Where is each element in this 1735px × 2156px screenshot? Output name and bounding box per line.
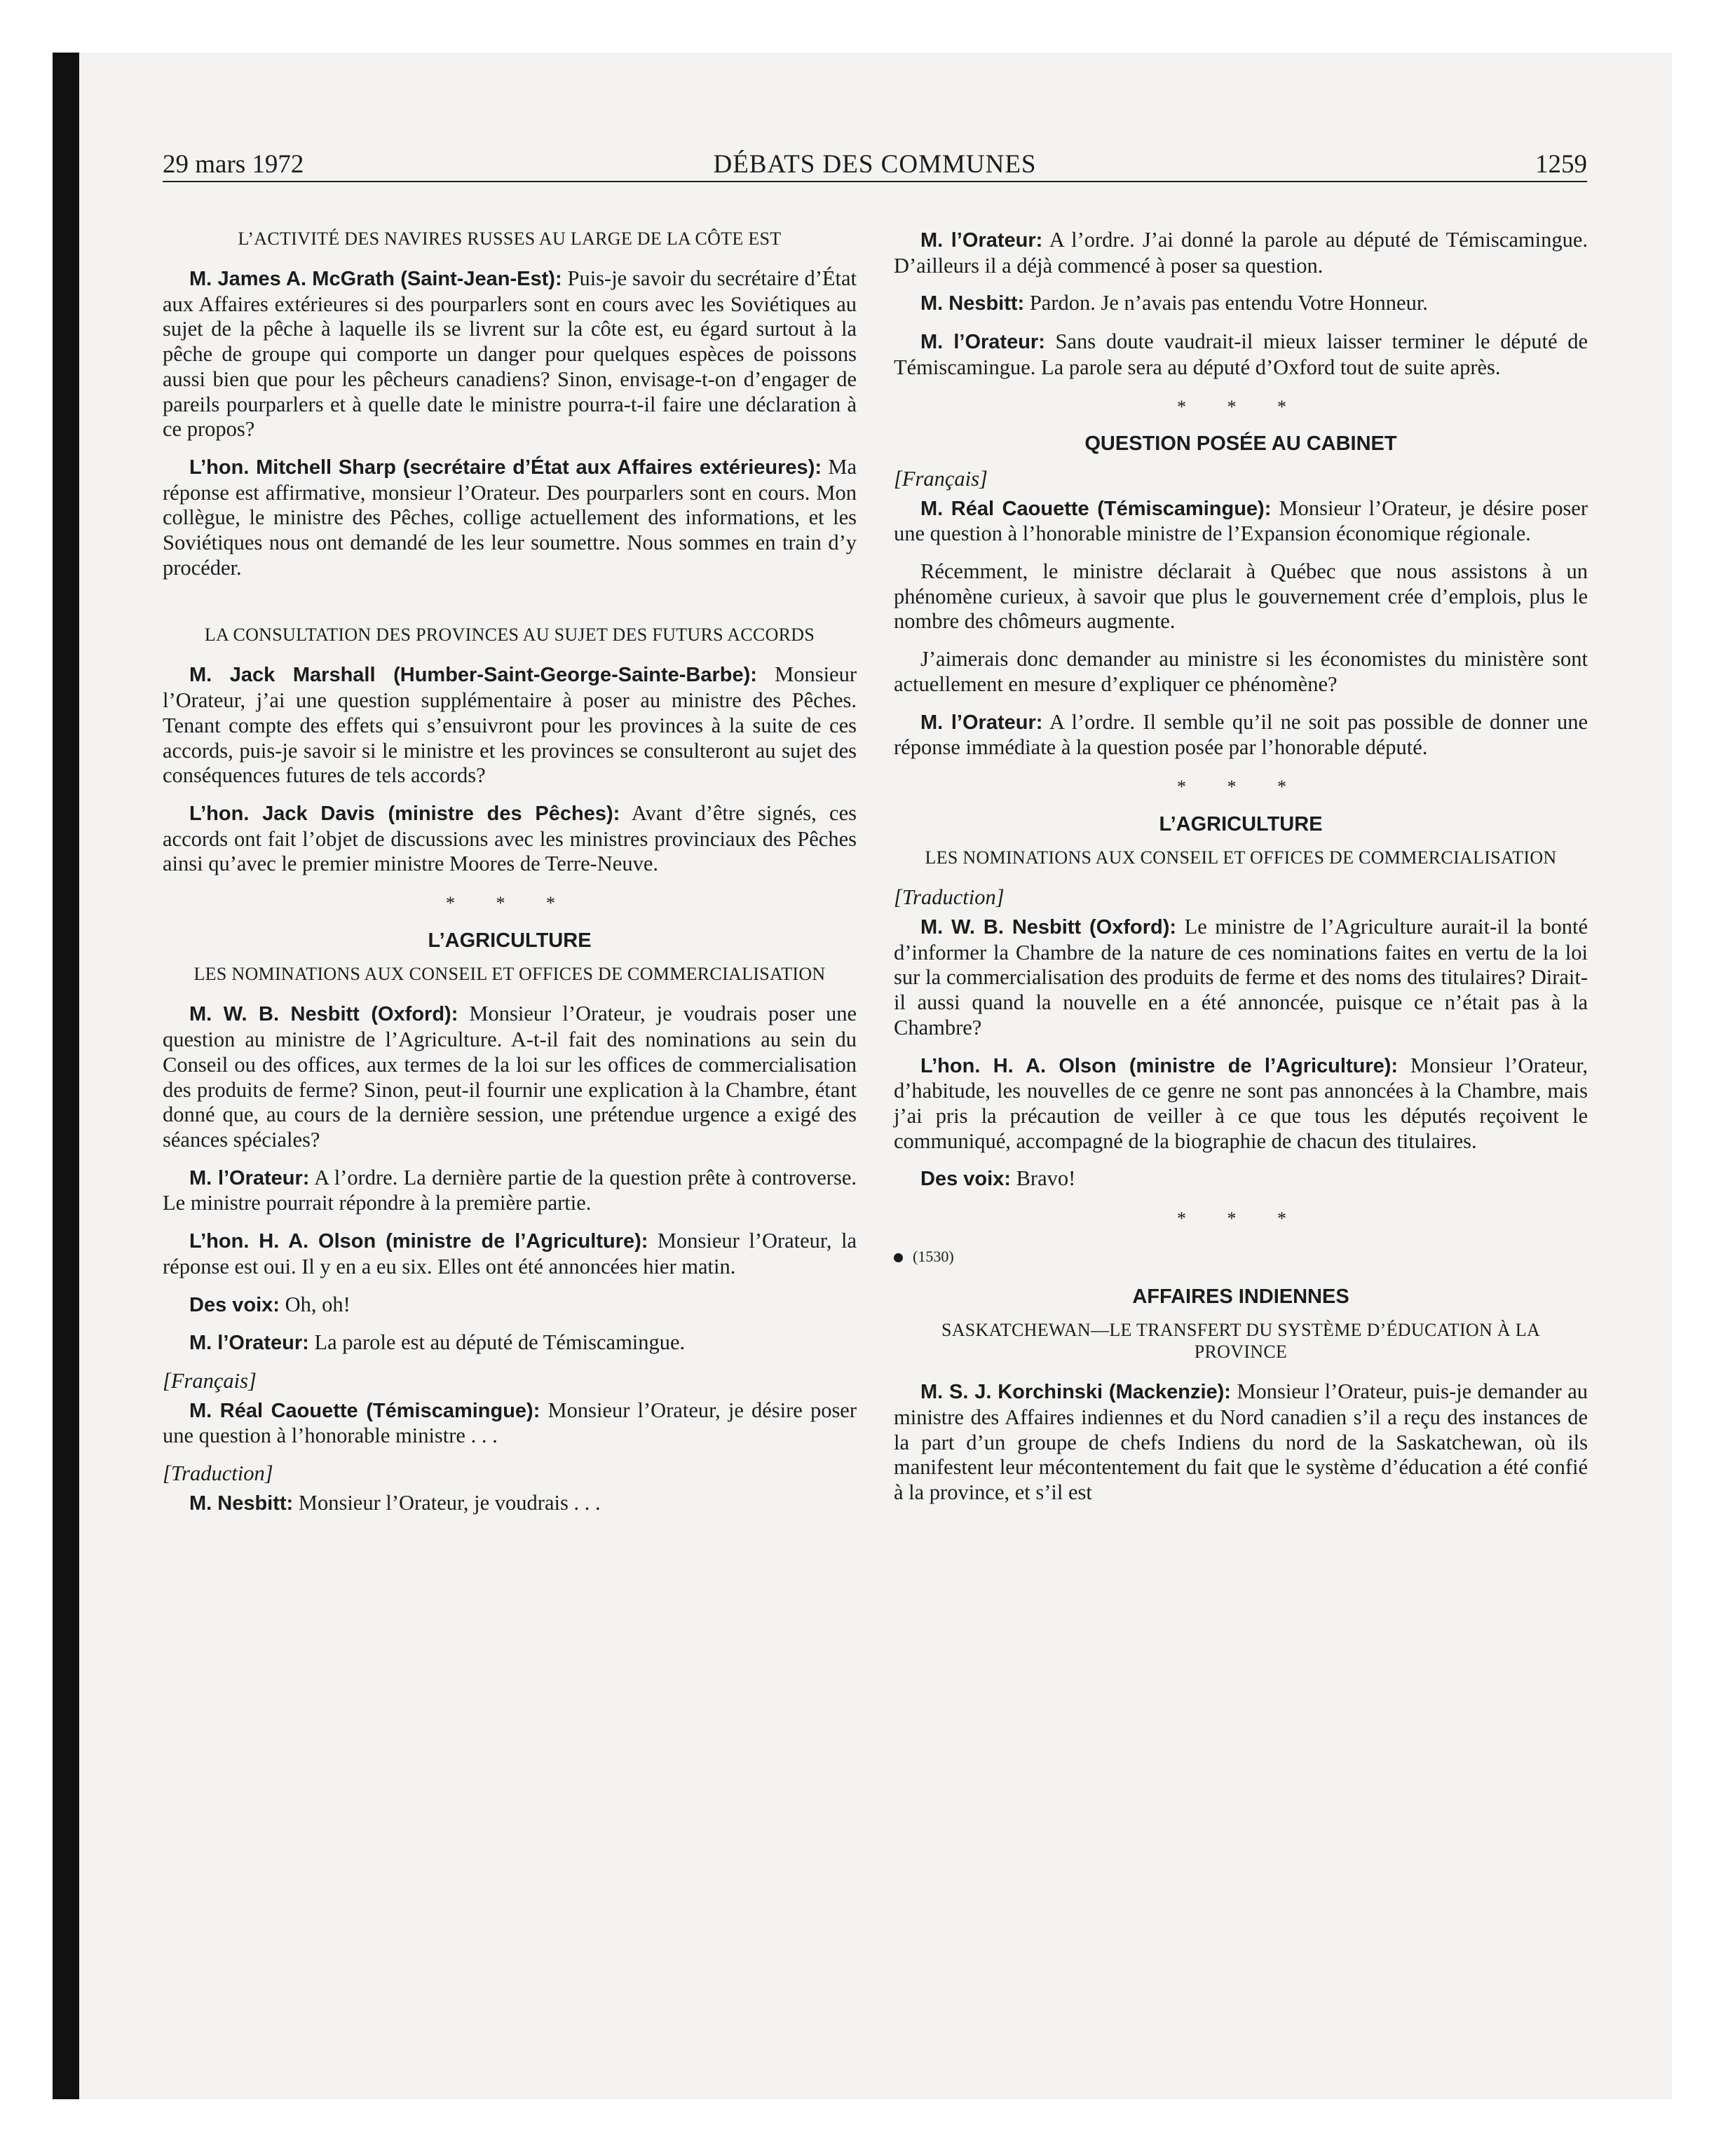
language-note: [Français] xyxy=(894,466,988,491)
bullet-icon xyxy=(894,1253,903,1262)
paragraph xyxy=(163,1491,857,1517)
paragraph xyxy=(163,1002,857,1152)
speaker: M. W. B. Nesbitt (Oxford): xyxy=(189,1003,458,1026)
speaker: M. Réal Caouette (Témiscamingue): xyxy=(189,1399,540,1422)
speech-text: Sans doute vaudrait-il mieux laisser terminer le député de Témiscamingue. La parole sera au député d’Oxford tout de suite après. xyxy=(894,329,1588,379)
paragraph xyxy=(163,1292,857,1318)
time-label: (1530) xyxy=(913,1247,954,1265)
paragraph xyxy=(163,1330,857,1356)
speech-text: A l’ordre. La dernière partie de la question prête à controverse. Le ministre pourrait répondre à la première partie. xyxy=(163,1165,857,1215)
paragraph xyxy=(894,291,1588,317)
speaker: M. l’Orateur: xyxy=(920,331,1045,354)
section-heading: SASKATCHEWAN—LE TRANSFERT DU SYSTÈME D’ÉDUCATION À LA PROVINCE xyxy=(941,1320,1541,1363)
scan-border xyxy=(53,53,79,2099)
speech-text: Oh, oh! xyxy=(279,1292,351,1316)
section-heading: LES NOMINATIONS AUX CONSEIL ET OFFICES DE COMMERCIALISATION xyxy=(925,847,1557,868)
major-heading: L’AGRICULTURE xyxy=(1159,812,1323,835)
speech-text: Monsieur l’Orateur, puis-je demander au ministre des Affaires indiennes et du Nord canadien s’il a reçu des instances de la part d’un groupe de chefs Indiens du nord de la Saskatchewan, où ils manifestent leur mécontentement du fait que le système d’éducation a été confié à la province, et s’il est xyxy=(894,1379,1588,1505)
speech-text: Puis-je savoir du secrétaire d’État aux Affaires extérieures si des pourparlers sont en cours avec les Soviétiques au sujet de la pêche à laquelle ils se livrent sur la côte est, eu égard surtout à la pêche de groupe qui comporte un danger pour quelques espèces de poissons aussi bien que pour les pêcheurs canadiens? Sinon, envisage-t-on d’engager de pareils pourparlers et à quelle date le ministre pourra-t-il faire une déclaration à ce propos? xyxy=(163,266,857,442)
paragraph xyxy=(163,662,857,789)
speech-text: Monsieur l’Orateur, d’habitude, les nouvelles de ce genre ne sont pas annoncées à la Chambre, mais j’ai pris la précaution de veiller à ce que tous les députés reçoivent le communiqué, accompagné de la biographie de chacun des titulaires. xyxy=(894,1053,1588,1153)
major-heading: AFFAIRES INDIENNES xyxy=(1132,1285,1349,1308)
header-date: 29 mars 1972 xyxy=(163,150,304,179)
speaker: M. Nesbitt: xyxy=(920,292,1025,315)
speech-text: Ma réponse est affirmative, monsieur l’Orateur. Des pourparlers sont en cours. Mon collègue, le ministre des Pêches, collige actuellement des informations, et les Soviétiques nous ont demandé de les leur soumettre. Nous sommes en train d’y procéder. xyxy=(163,454,857,580)
speech-text: A l’ordre. J’ai donné la parole au député de Témiscamingue. D’ailleurs il a déjà commencé à poser sa question. xyxy=(894,228,1588,278)
speaker: Des voix: xyxy=(189,1293,280,1316)
paragraph xyxy=(894,1053,1588,1154)
section-separator: * * * xyxy=(1177,396,1305,417)
speech-text: Le ministre de l’Agriculture aurait-il la bonté d’informer la Chambre de la nature de ces nominations faites en vertu de la loi sur la commercialisation des produits de ferme et des noms des titulaires? Dirait-il aussi quand la nouvelle en a été annoncée, puisque ce n’était pas à la Chambre? xyxy=(894,915,1588,1039)
speaker: M. W. B. Nesbitt (Oxford): xyxy=(920,916,1177,939)
paragraph xyxy=(163,801,857,877)
speaker: M. Nesbitt: xyxy=(189,1492,294,1515)
speaker: L’hon. H. A. Olson (ministre de l’Agriculture): xyxy=(189,1230,648,1253)
paragraph xyxy=(894,647,1588,697)
paragraph xyxy=(163,266,857,442)
section-heading: LA CONSULTATION DES PROVINCES AU SUJET DES FUTURS ACCORDS xyxy=(204,625,815,646)
paragraph xyxy=(894,559,1588,634)
language-note: [Français] xyxy=(163,1368,257,1393)
speech-text: Monsieur l’Orateur, je voudrais poser une question au ministre de l’Agriculture. A-t-il fait des nominations au sein du Conseil ou des offices, aux termes de la loi sur les offices de commercialisation des produits de ferme? Sinon, peut-il fournir une explication à la Chambre, étant donné que, au cours de la dernière session, une prétendue urgence a exigé des séances spéciales? xyxy=(163,1002,857,1152)
paragraph xyxy=(894,496,1588,547)
paragraph xyxy=(894,1166,1588,1192)
speaker: M. l’Orateur: xyxy=(920,229,1043,252)
speech-text: Récemment, le ministre déclarait à Québec que nous assistons à un phénomène curieux, à savoir que plus le gouvernement crée d’emplois, plus le nombre des chômeurs augmente. xyxy=(894,559,1588,634)
page-header xyxy=(163,146,1587,182)
speech-text: Monsieur l’Orateur, je voudrais . . . xyxy=(293,1490,601,1515)
speaker: L’hon. Mitchell Sharp (secrétaire d’État aux Affaires extérieures): xyxy=(189,456,822,479)
major-heading: L’AGRICULTURE xyxy=(428,929,592,952)
section-heading: L’ACTIVITÉ DES NAVIRES RUSSES AU LARGE DE LA CÔTE EST xyxy=(238,228,782,249)
speech-text: Monsieur l’Orateur, je désire poser une question à l’honorable ministre . . . xyxy=(163,1398,857,1448)
paragraph xyxy=(163,1398,857,1449)
section-heading: LES NOMINATIONS AUX CONSEIL ET OFFICES DE COMMERCIALISATION xyxy=(193,964,826,985)
speaker: M. James A. McGrath (Saint-Jean-Est): xyxy=(189,268,562,290)
speech-text: Avant d’être signés, ces accords ont fait l’objet de discussions avec les ministres provinciaux des Pêches ainsi qu’avec le premier ministre Moores de Terre-Neuve. xyxy=(163,800,857,876)
paragraph xyxy=(894,710,1588,760)
section-separator: * * * xyxy=(446,893,573,914)
major-heading: QUESTION POSÉE AU CABINET xyxy=(1084,432,1397,456)
paragraph xyxy=(894,329,1588,380)
time-marker xyxy=(894,1244,1588,1269)
speaker: M. Réal Caouette (Témiscamingue): xyxy=(920,497,1272,520)
speaker: M. l’Orateur: xyxy=(189,1332,309,1355)
left-column xyxy=(163,228,857,1529)
speech-text: La parole est au député de Témiscamingue. xyxy=(308,1330,686,1355)
speaker: M. Jack Marshall (Humber-Saint-George-Sainte-Barbe): xyxy=(189,664,757,687)
speaker: M. l’Orateur: xyxy=(920,711,1043,734)
speech-text: A l’ordre. Il semble qu’il ne soit pas possible de donner une réponse immédiate à la question posée par l’honorable député. xyxy=(894,709,1588,760)
paragraph xyxy=(894,1379,1588,1506)
paragraph xyxy=(163,1229,857,1279)
speech-text: J’aimerais donc demander au ministre si les économistes du ministère sont actuellement en mesure d’expliquer ce phénomène? xyxy=(894,647,1588,696)
speaker: L’hon. H. A. Olson (ministre de l’Agriculture): xyxy=(920,1054,1399,1077)
paragraph xyxy=(163,1166,857,1216)
speaker: M. S. J. Korchinski (Mackenzie): xyxy=(920,1381,1231,1404)
speech-text: Monsieur l’Orateur, je désire poser une question à l’honorable ministre de l’Expansion économique régionale. xyxy=(894,496,1588,546)
speech-text: Pardon. Je n’avais pas entendu Votre Honneur. xyxy=(1024,291,1428,315)
right-column xyxy=(894,228,1588,1518)
header-page-number: 1259 xyxy=(1535,150,1587,179)
speech-text: Bravo! xyxy=(1010,1166,1076,1191)
language-note: [Traduction] xyxy=(894,885,1005,910)
speaker: L’hon. Jack Davis (ministre des Pêches): xyxy=(189,802,620,825)
section-separator: * * * xyxy=(1177,776,1305,797)
speech-text: Monsieur l’Orateur, la réponse est oui. Il y en a eu six. Elles ont été annoncées hier matin. xyxy=(163,1229,857,1278)
speaker: M. l’Orateur: xyxy=(189,1166,310,1189)
paragraph xyxy=(163,455,857,581)
paragraph xyxy=(894,228,1588,278)
speech-text: Monsieur l’Orateur, j’ai une question supplémentaire à poser au ministre des Pêches. Tenant compte des effets qui s’ensuivront pour les provinces à la suite de ces accords, puis-je savoir si le ministre et les provinces se consulteront au sujet des conséquences futures de tels accords? xyxy=(163,662,857,788)
section-separator: * * * xyxy=(1177,1208,1305,1229)
header-title: DÉBATS DES COMMUNES xyxy=(713,150,1037,179)
language-note: [Traduction] xyxy=(163,1461,273,1486)
paragraph xyxy=(894,915,1588,1041)
speaker: Des voix: xyxy=(920,1168,1011,1191)
